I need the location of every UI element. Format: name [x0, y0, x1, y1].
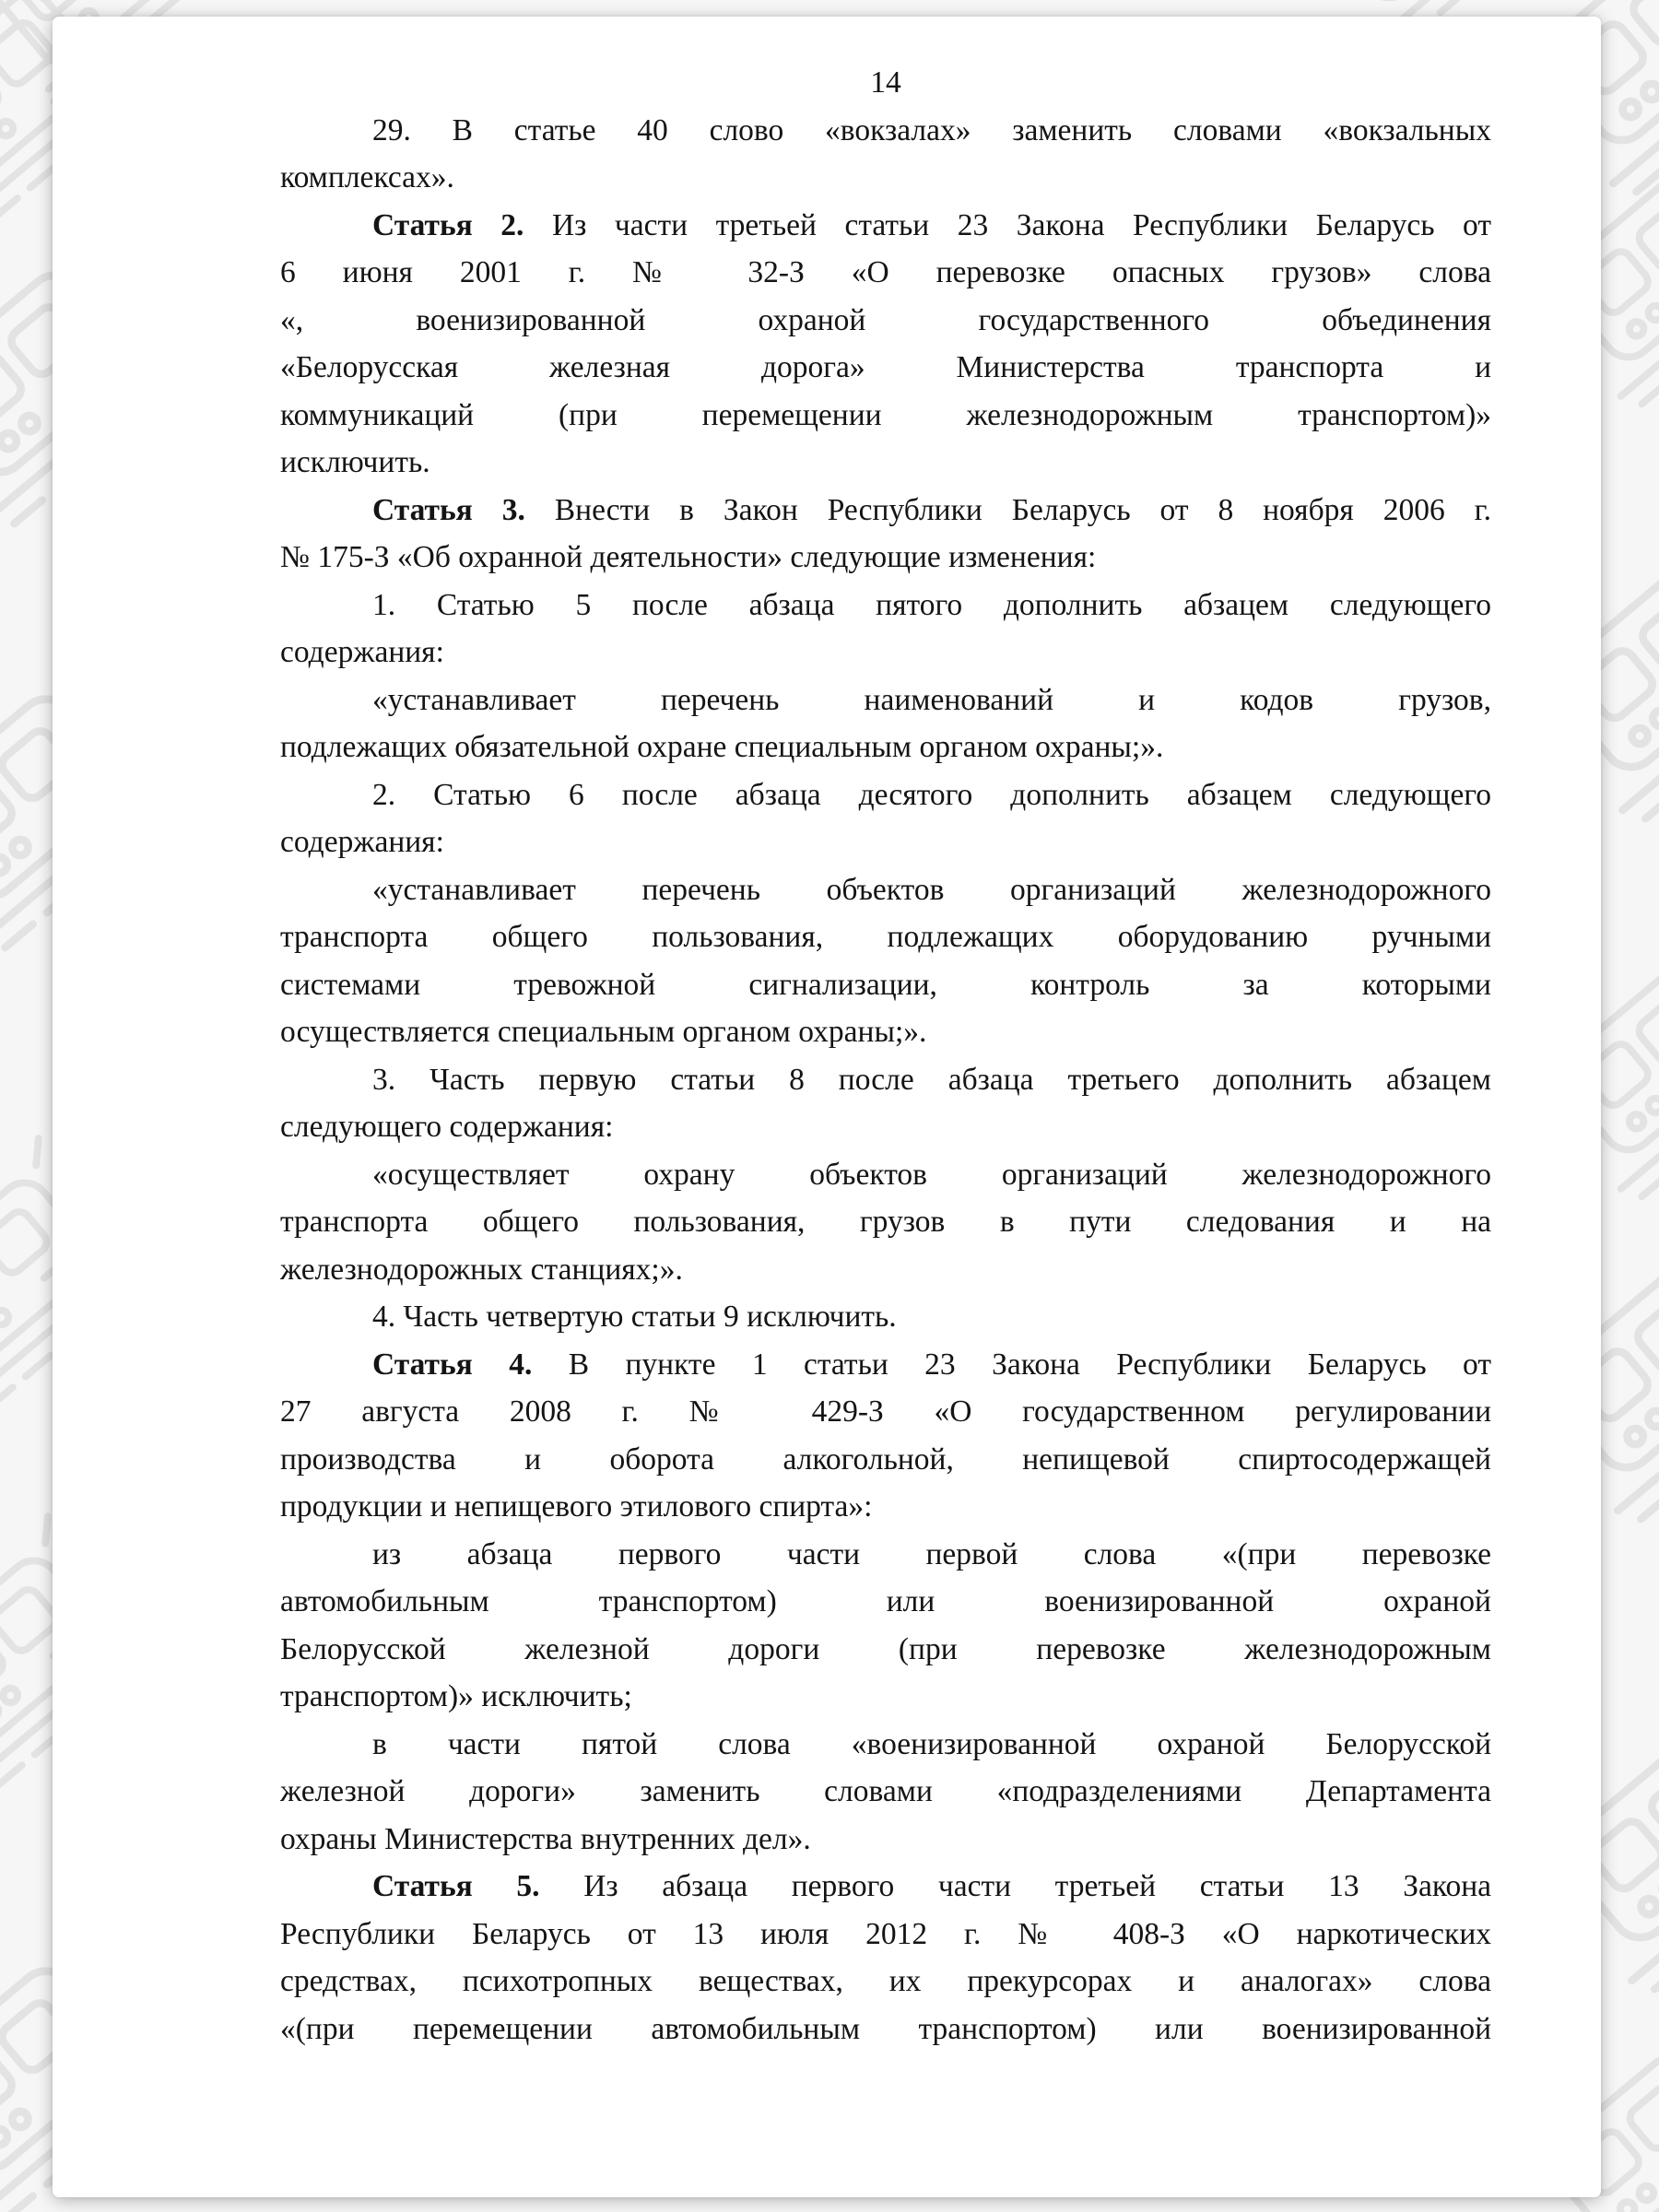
text-line: из абзаца первого части первой слова «(при перевозке: [372, 1536, 1491, 1571]
document-content: [280, 59, 1491, 2053]
paragraph: [280, 1531, 1491, 1721]
text-line: Белорусской железной дороги (при перевозке железнодорожным: [280, 1631, 1491, 1666]
text-line: «осуществляет охрану объектов организаций железнодорожного: [372, 1157, 1491, 1192]
text-line: «устанавливает перечень наименований и кодов грузов,: [372, 682, 1491, 717]
text-line: в части пятой слова «военизированной охраной Белорусской: [372, 1726, 1491, 1761]
text-line: 29. В статье 40 слово «вокзалах» заменить словами «вокзальных: [372, 112, 1491, 147]
text-line: 4. Часть четвертую статьи 9 исключить.: [372, 1300, 897, 1334]
text-line: средствах, психотропных веществах, их прекурсорах и аналогах» слова: [280, 1964, 1491, 1998]
page-number: 14: [870, 65, 901, 100]
text-line: № 175-З «Об охранной деятельности» следующие изменения:: [280, 540, 1097, 574]
text-line: производства и оборота алкогольной, непищевой спиртосодержащей: [280, 1441, 1491, 1477]
text-line: «(при перемещении автомобильным транспортом) или военизированной: [280, 2011, 1491, 2046]
paragraph: [280, 487, 1491, 582]
paragraph: [280, 677, 1491, 771]
text-line: следующего содержания:: [280, 1110, 614, 1144]
article-number-bold: Статья 4.: [372, 1347, 533, 1382]
text-line: коммуникаций (при перемещении железнодорожным транспортом)»: [280, 397, 1491, 432]
text-line: Статья 3. Внести в Закон Республики Беларусь от 8 ноября 2006 г.: [372, 492, 1491, 527]
paragraph: [280, 1341, 1491, 1531]
article-number-bold: Статья 2.: [372, 207, 524, 242]
text-line: 3. Часть первую статьи 8 после абзаца третьего дополнить абзацем: [372, 1062, 1491, 1097]
article-number-bold: Статья 3.: [372, 492, 525, 527]
text-line: Статья 2. Из части третьей статьи 23 Закона Республики Беларусь от: [372, 207, 1491, 242]
document-page: [53, 17, 1601, 2197]
text-line: автомобильным транспортом) или военизированной охраной: [280, 1584, 1491, 1618]
text-line: «устанавливает перечень объектов организаций железнодорожного: [372, 872, 1491, 907]
paragraph: [280, 1863, 1491, 2053]
paragraph: [280, 202, 1491, 487]
paragraph: [280, 107, 1491, 202]
paragraph: [280, 1721, 1491, 1864]
text-line: комплексах».: [280, 160, 454, 194]
text-line: «, военизированной охраной государственного объединения: [280, 302, 1491, 337]
paragraph: [280, 582, 1491, 677]
text-line: транспорта общего пользования, грузов в пути следования и на: [280, 1205, 1491, 1239]
text-line: 6 июня 2001 г. № 32-З «О перевозке опасных грузов» слова: [280, 255, 1491, 289]
text-line: охраны Министерства внутренних дел».: [280, 1821, 811, 1856]
text-line: продукции и непищевого этилового спирта»:: [280, 1489, 873, 1524]
text-line: исключить.: [280, 445, 430, 479]
text-line: «Белорусская железная дорога» Министерства транспорта и: [280, 350, 1491, 384]
text-line: Статья 4. В пункте 1 статьи 23 Закона Республики Беларусь от: [372, 1347, 1491, 1382]
text-line: 27 августа 2008 г. № 429-З «О государственном регулировании: [280, 1394, 1491, 1429]
text-line: транспортом)» исключить;: [280, 1679, 632, 1713]
article-number-bold: Статья 5.: [372, 1869, 540, 1903]
text-line: Статья 5. Из абзаца первого части третьей статьи 13 Закона: [372, 1869, 1491, 1903]
text-line: подлежащих обязательной охране специальным органом охраны;».: [280, 730, 1164, 764]
text-line: содержания:: [280, 825, 444, 859]
document-body: [280, 107, 1491, 2053]
text-line: транспорта общего пользования, подлежащих оборудованию ручными: [280, 920, 1491, 954]
paragraph: [280, 1293, 1491, 1341]
paragraph: [280, 1056, 1491, 1151]
paragraph: [280, 771, 1491, 866]
text-line: железной дороги» заменить словами «подразделениями Департамента: [280, 1774, 1491, 1808]
text-line: Республики Беларусь от 13 июля 2012 г. № 408-З «О наркотических: [280, 1916, 1491, 1951]
text-line: 1. Статью 5 после абзаца пятого дополнить абзацем следующего: [372, 587, 1491, 622]
text-line: содержания:: [280, 635, 444, 669]
text-line: системами тревожной сигнализации, контроль за которыми: [280, 967, 1491, 1002]
text-line: 2. Статью 6 после абзаца десятого дополнить абзацем следующего: [372, 777, 1491, 812]
paragraph: [280, 866, 1491, 1056]
text-line: осуществляется специальным органом охраны;».: [280, 1015, 927, 1049]
paragraph: [280, 1151, 1491, 1294]
text-line: железнодорожных станциях;».: [280, 1252, 683, 1287]
